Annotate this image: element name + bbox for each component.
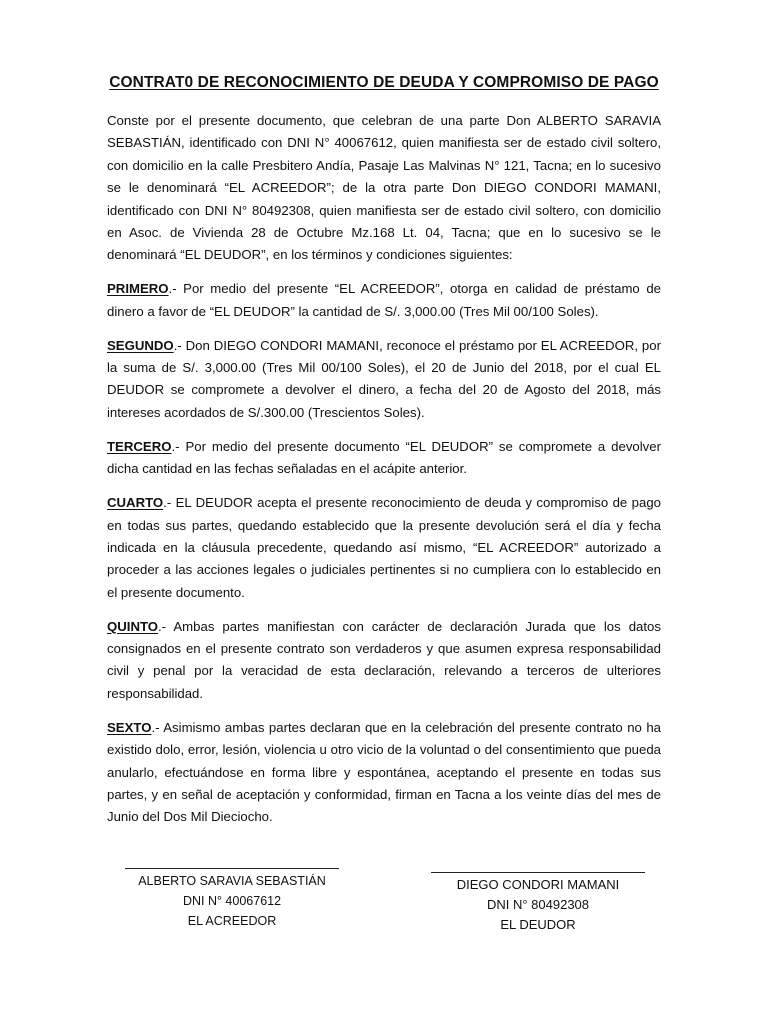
clause-label: TERCERO: [107, 438, 172, 454]
clause-label: CUARTO: [107, 495, 164, 511]
clause-label: SEXTO: [107, 719, 152, 735]
clause-cuarto: [107, 492, 661, 604]
clause-quinto: [107, 616, 661, 706]
signatory-role: EL DEUDOR: [500, 917, 576, 932]
signature-block-acreedor: [122, 868, 342, 931]
clause-segundo: [107, 335, 661, 425]
clause-text: .- Por medio del presente documento “EL DEUDOR” se compromete a devolver dicha cantidad en las fechas señaladas en el acápite anterior.: [107, 438, 661, 477]
signatory-name: DIEGO CONDORI MAMANI: [456, 877, 620, 892]
signature-line: [125, 868, 339, 869]
clause-label: SEGUNDO: [107, 337, 174, 353]
signature-block-deudor: [428, 872, 648, 935]
document-body: [107, 110, 661, 840]
signatory-role: EL ACREEDOR: [187, 914, 277, 928]
signatory-dni: DNI N° 80492308: [486, 897, 590, 912]
clause-tercero: [107, 436, 661, 481]
clause-label: QUINTO: [107, 618, 159, 634]
signatory-dni: DNI N° 40067612: [182, 894, 282, 908]
clause-text: .- Don DIEGO CONDORI MAMANI, reconoce el préstamo por EL ACREEDOR, por la suma de S/. 3,000.00 (Tres Mil 00/100 Soles), el 20 de Junio del 2018, por el cual EL DEUDOR se compromete a devolver el dinero, a fecha del 20 de Agosto del 2018, más intereses acordados de S/.300.00 (Trescientos Soles).: [107, 337, 661, 420]
clause-label: PRIMERO: [107, 281, 169, 297]
clause-primero: [107, 278, 661, 323]
intro-paragraph: Conste por el presente documento, que celebran de una parte Don ALBERTO SARAVIA SEBASTIÁN, identificado con DNI N° 40067612, quien manifiesta ser de estado civil soltero, con domicilio en la calle Presbitero Andía, Pasaje Las Malvinas N° 121, Tacna; en lo sucesivo se le denominará “EL ACREEDOR”; de la otra parte Don DIEGO CONDORI MAMANI, identificado con DNI N° 80492308, quien manifiesta ser de estado civil soltero, con domicilio en Asoc. de Vivienda 28 de Octubre Mz.168 Lt. 04, Tacna; que en lo sucesivo se le denominará “EL DEUDOR”, en los términos y condiciones siguientes:: [107, 113, 661, 263]
clause-sexto: [107, 717, 661, 829]
clause-text: .- Asimismo ambas partes declaran que en la celebración del presente contrato no ha existido dolo, error, lesión, violencia u otro vicio de la voluntad o del consentimiento que pueda anularlo, efectuándose en forma libre y espontánea, aceptando el presente en todas sus partes, y en señal de aceptación y conformidad, firman en Tacna a los veinte días del mes de Junio del Dos Mil Dieciocho.: [107, 719, 661, 825]
clause-text: .- Ambas partes manifiestan con carácter de declaración Jurada que los datos consignados en el presente contrato son verdaderos y que asumen expresa responsabilidad civil y penal por la veracidad de esta declaración, relevando a terceros de ulteriores responsabilidad.: [107, 618, 661, 701]
document-title-text: CONTRAT0 DE RECONOCIMIENTO DE DEUDA Y COMPROMISO DE PAGO: [109, 74, 659, 91]
document-title: [0, 74, 768, 92]
signature-line: [431, 872, 645, 873]
clause-text: .- EL DEUDOR acepta el presente reconocimiento de deuda y compromiso de pago en todas sus partes, quedando establecido que la presente devolución será el día y fecha indicada en la cláusula precedente, quedando así mismo, “EL ACREEDOR” autorizado a proceder a las acciones legales o judiciales pertinentes si no cumpliera con lo establecido en el presente documento.: [107, 495, 661, 600]
clause-text: .- Por medio del presente “EL ACREEDOR”, otorga en calidad de préstamo de dinero a favor de “EL DEUDOR” la cantidad de S/. 3,000.00 (Tres Mil 00/100 Soles).: [107, 281, 661, 319]
signatory-name: ALBERTO SARAVIA SEBASTIÁN: [138, 874, 326, 888]
